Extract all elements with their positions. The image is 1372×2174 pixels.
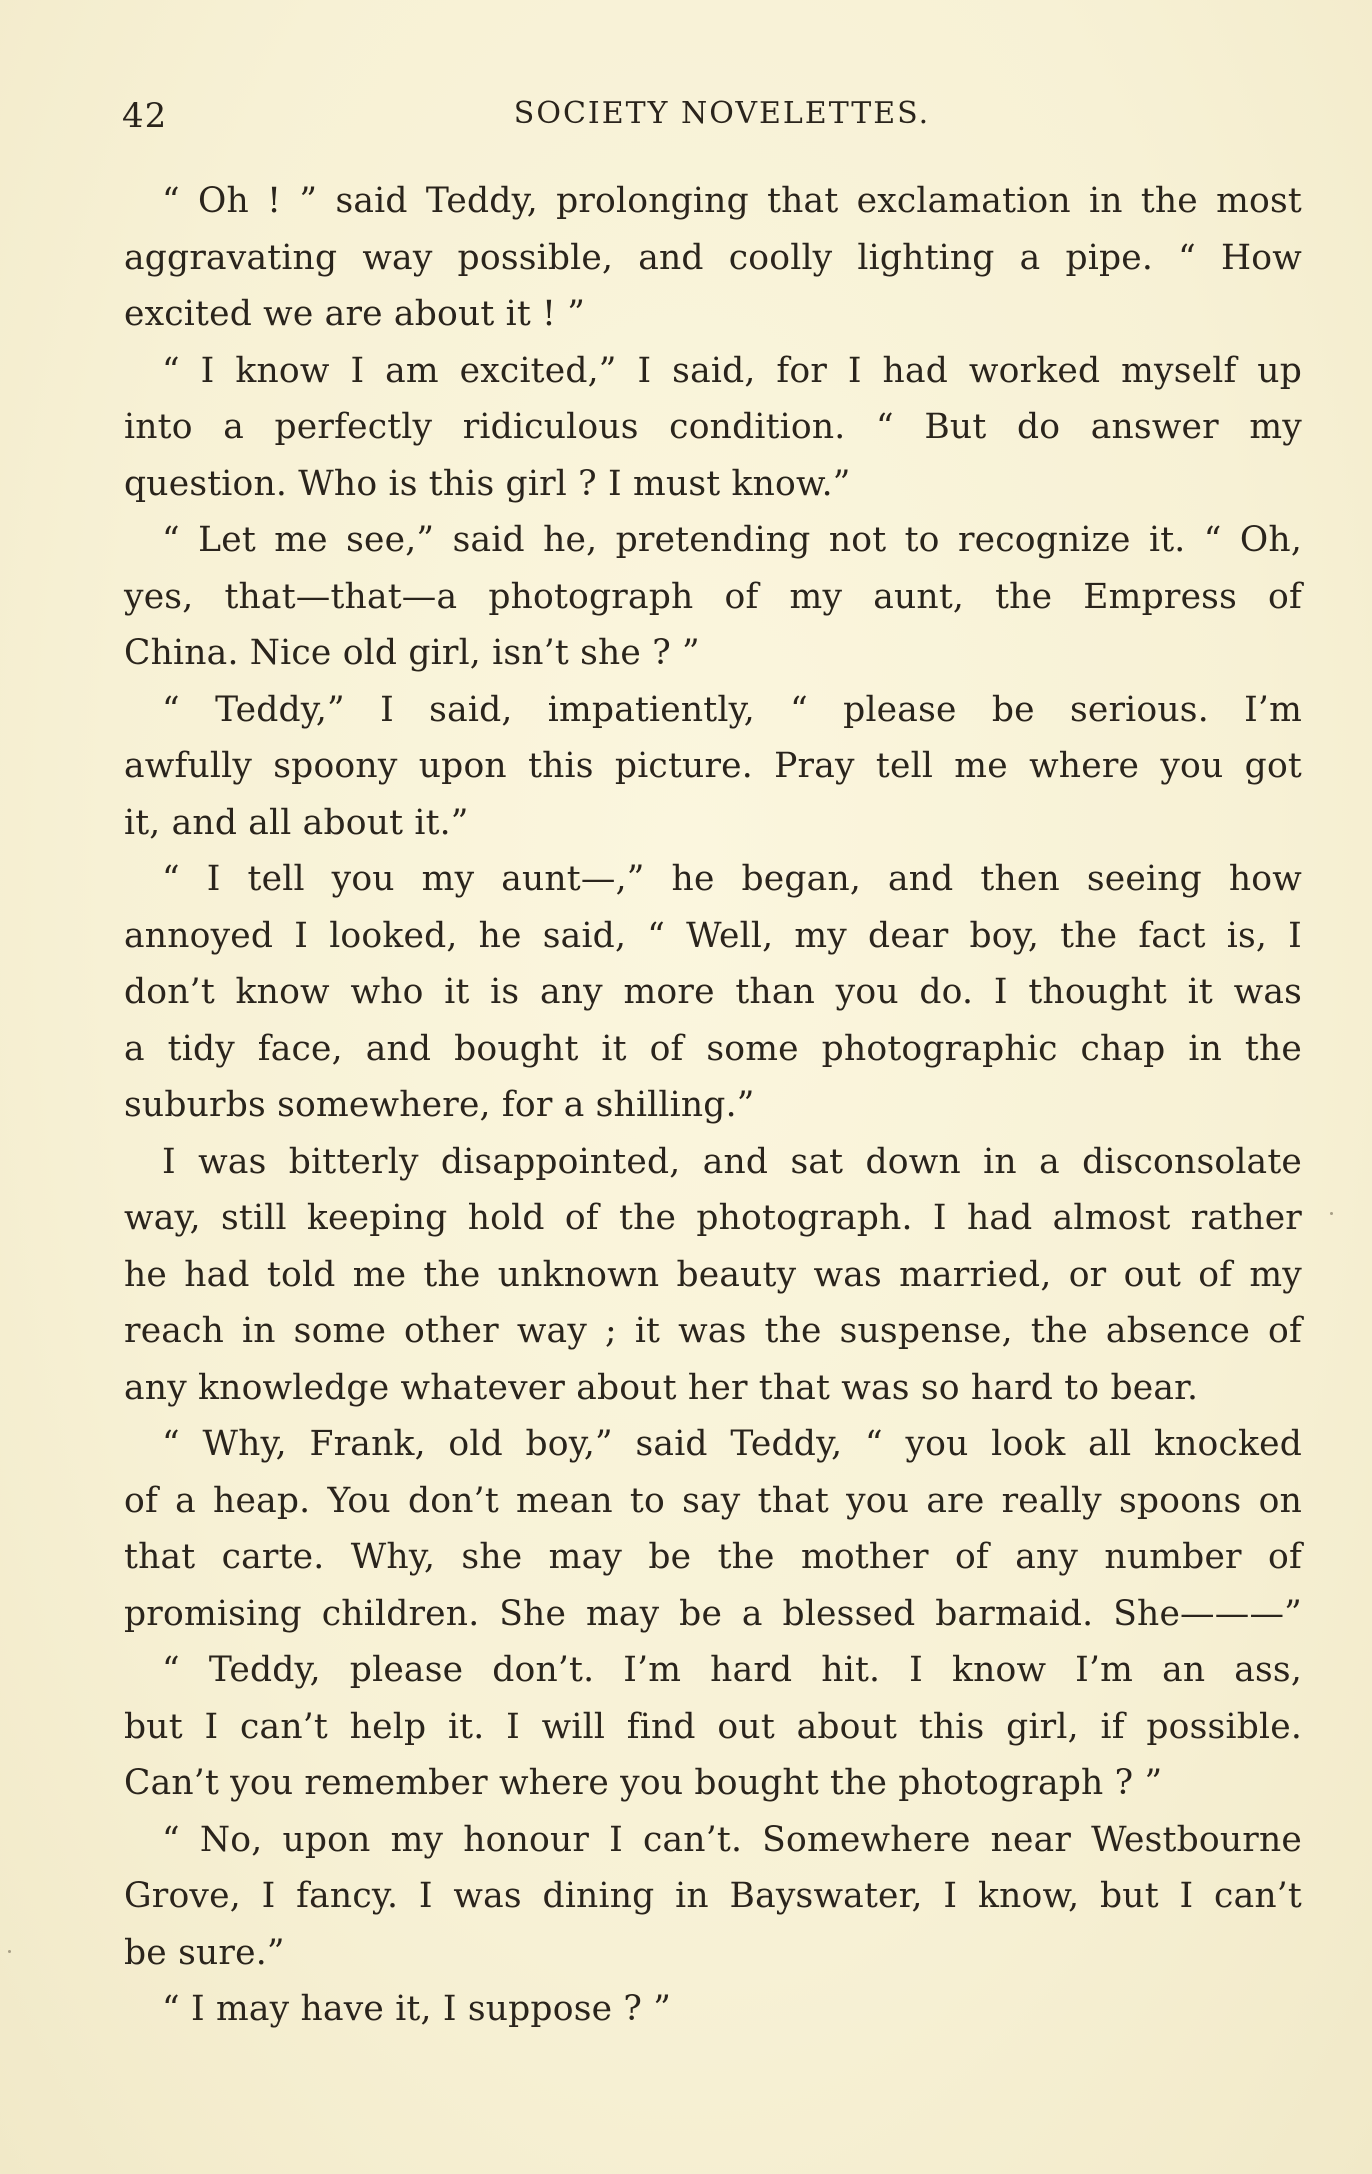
text-line: of a heap. You don’t mean to say that you are really spoons on <box>124 1480 1302 1521</box>
text-line: aggravating way possible, and coolly lighting a pipe. “ How <box>124 237 1302 278</box>
text-line: he had told me the unknown beauty was married, or out of my <box>124 1254 1302 1295</box>
text-line: it, and all about it.” <box>124 802 469 843</box>
text-line: way, still keeping hold of the photograph. I had almost rather <box>124 1198 1302 1238</box>
text-line: don’t know who it is any more than you do. I thought it was <box>124 972 1302 1012</box>
body-text <box>124 173 1302 2038</box>
text-line: reach in some other way ; it was the suspense, the absence of <box>124 1311 1302 1351</box>
page-header <box>122 96 1302 146</box>
text-line: Can’t you remember where you bought the photograph ? ” <box>124 1763 1163 1803</box>
text-line: excited we are about it ! ” <box>124 294 586 334</box>
text-line: a tidy face, and bought it of some photographic chap in the <box>124 1028 1302 1069</box>
text-line: question. Who is this girl ? I must know.” <box>124 463 851 504</box>
text-line: “ Why, Frank, old boy,” said Teddy, “ you look all knocked <box>162 1424 1302 1464</box>
text-line: “ I know I am excited,” I said, for I had worked myself up <box>162 350 1302 391</box>
text-line: but I can’t help it. I will find out about this girl, if possible. <box>124 1706 1302 1747</box>
page-number: 42 <box>122 96 168 136</box>
paper-speck <box>1330 1212 1333 1215</box>
text-line: “ I may have it, I suppose ? ” <box>162 1989 672 2029</box>
text-line: that carte. Why, she may be the mother of any number of <box>124 1537 1302 1577</box>
text-line: China. Nice old girl, isn’t she ? ” <box>124 633 700 673</box>
paper-speck <box>8 1950 11 1953</box>
text-line: “ Oh ! ” said Teddy, prolonging that exclamation in the most <box>162 181 1302 221</box>
text-line: into a perfectly ridiculous condition. “ But do answer my <box>124 407 1302 447</box>
text-line: yes, that—that—a photograph of my aunt, the Empress of <box>124 576 1302 617</box>
text-line: be sure.” <box>124 1932 285 1973</box>
text-line: any knowledge whatever about her that was so hard to bear. <box>124 1367 1199 1408</box>
text-line: awfully spoony upon this picture. Pray tell me where you got <box>124 746 1302 786</box>
text-line: annoyed I looked, he said, “ Well, my dear boy, the fact is, I <box>124 915 1302 956</box>
text-line: “ Let me see,” said he, pretending not to recognize it. “ Oh, <box>162 520 1302 560</box>
text-line: I was bitterly disappointed, and sat down in a disconsolate <box>162 1141 1302 1182</box>
running-title: SOCIETY NOVELETTES. <box>513 96 931 131</box>
text-line: Grove, I fancy. I was dining in Bayswater, I know, but I can’t <box>124 1876 1302 1916</box>
text-line: promising children. She may be a blessed barmaid. She———” <box>124 1593 1302 1634</box>
text-line: “ I tell you my aunt—,” he began, and then seeing how <box>162 859 1302 899</box>
text-line: “ No, upon my honour I can’t. Somewhere near Westbourne <box>162 1819 1302 1860</box>
text-line: “ Teddy,” I said, impatiently, “ please be serious. I’m <box>162 689 1302 730</box>
text-line: suburbs somewhere, for a shilling.” <box>124 1085 755 1125</box>
text-line: “ Teddy, please don’t. I’m hard hit. I know I’m an ass, <box>162 1650 1302 1690</box>
